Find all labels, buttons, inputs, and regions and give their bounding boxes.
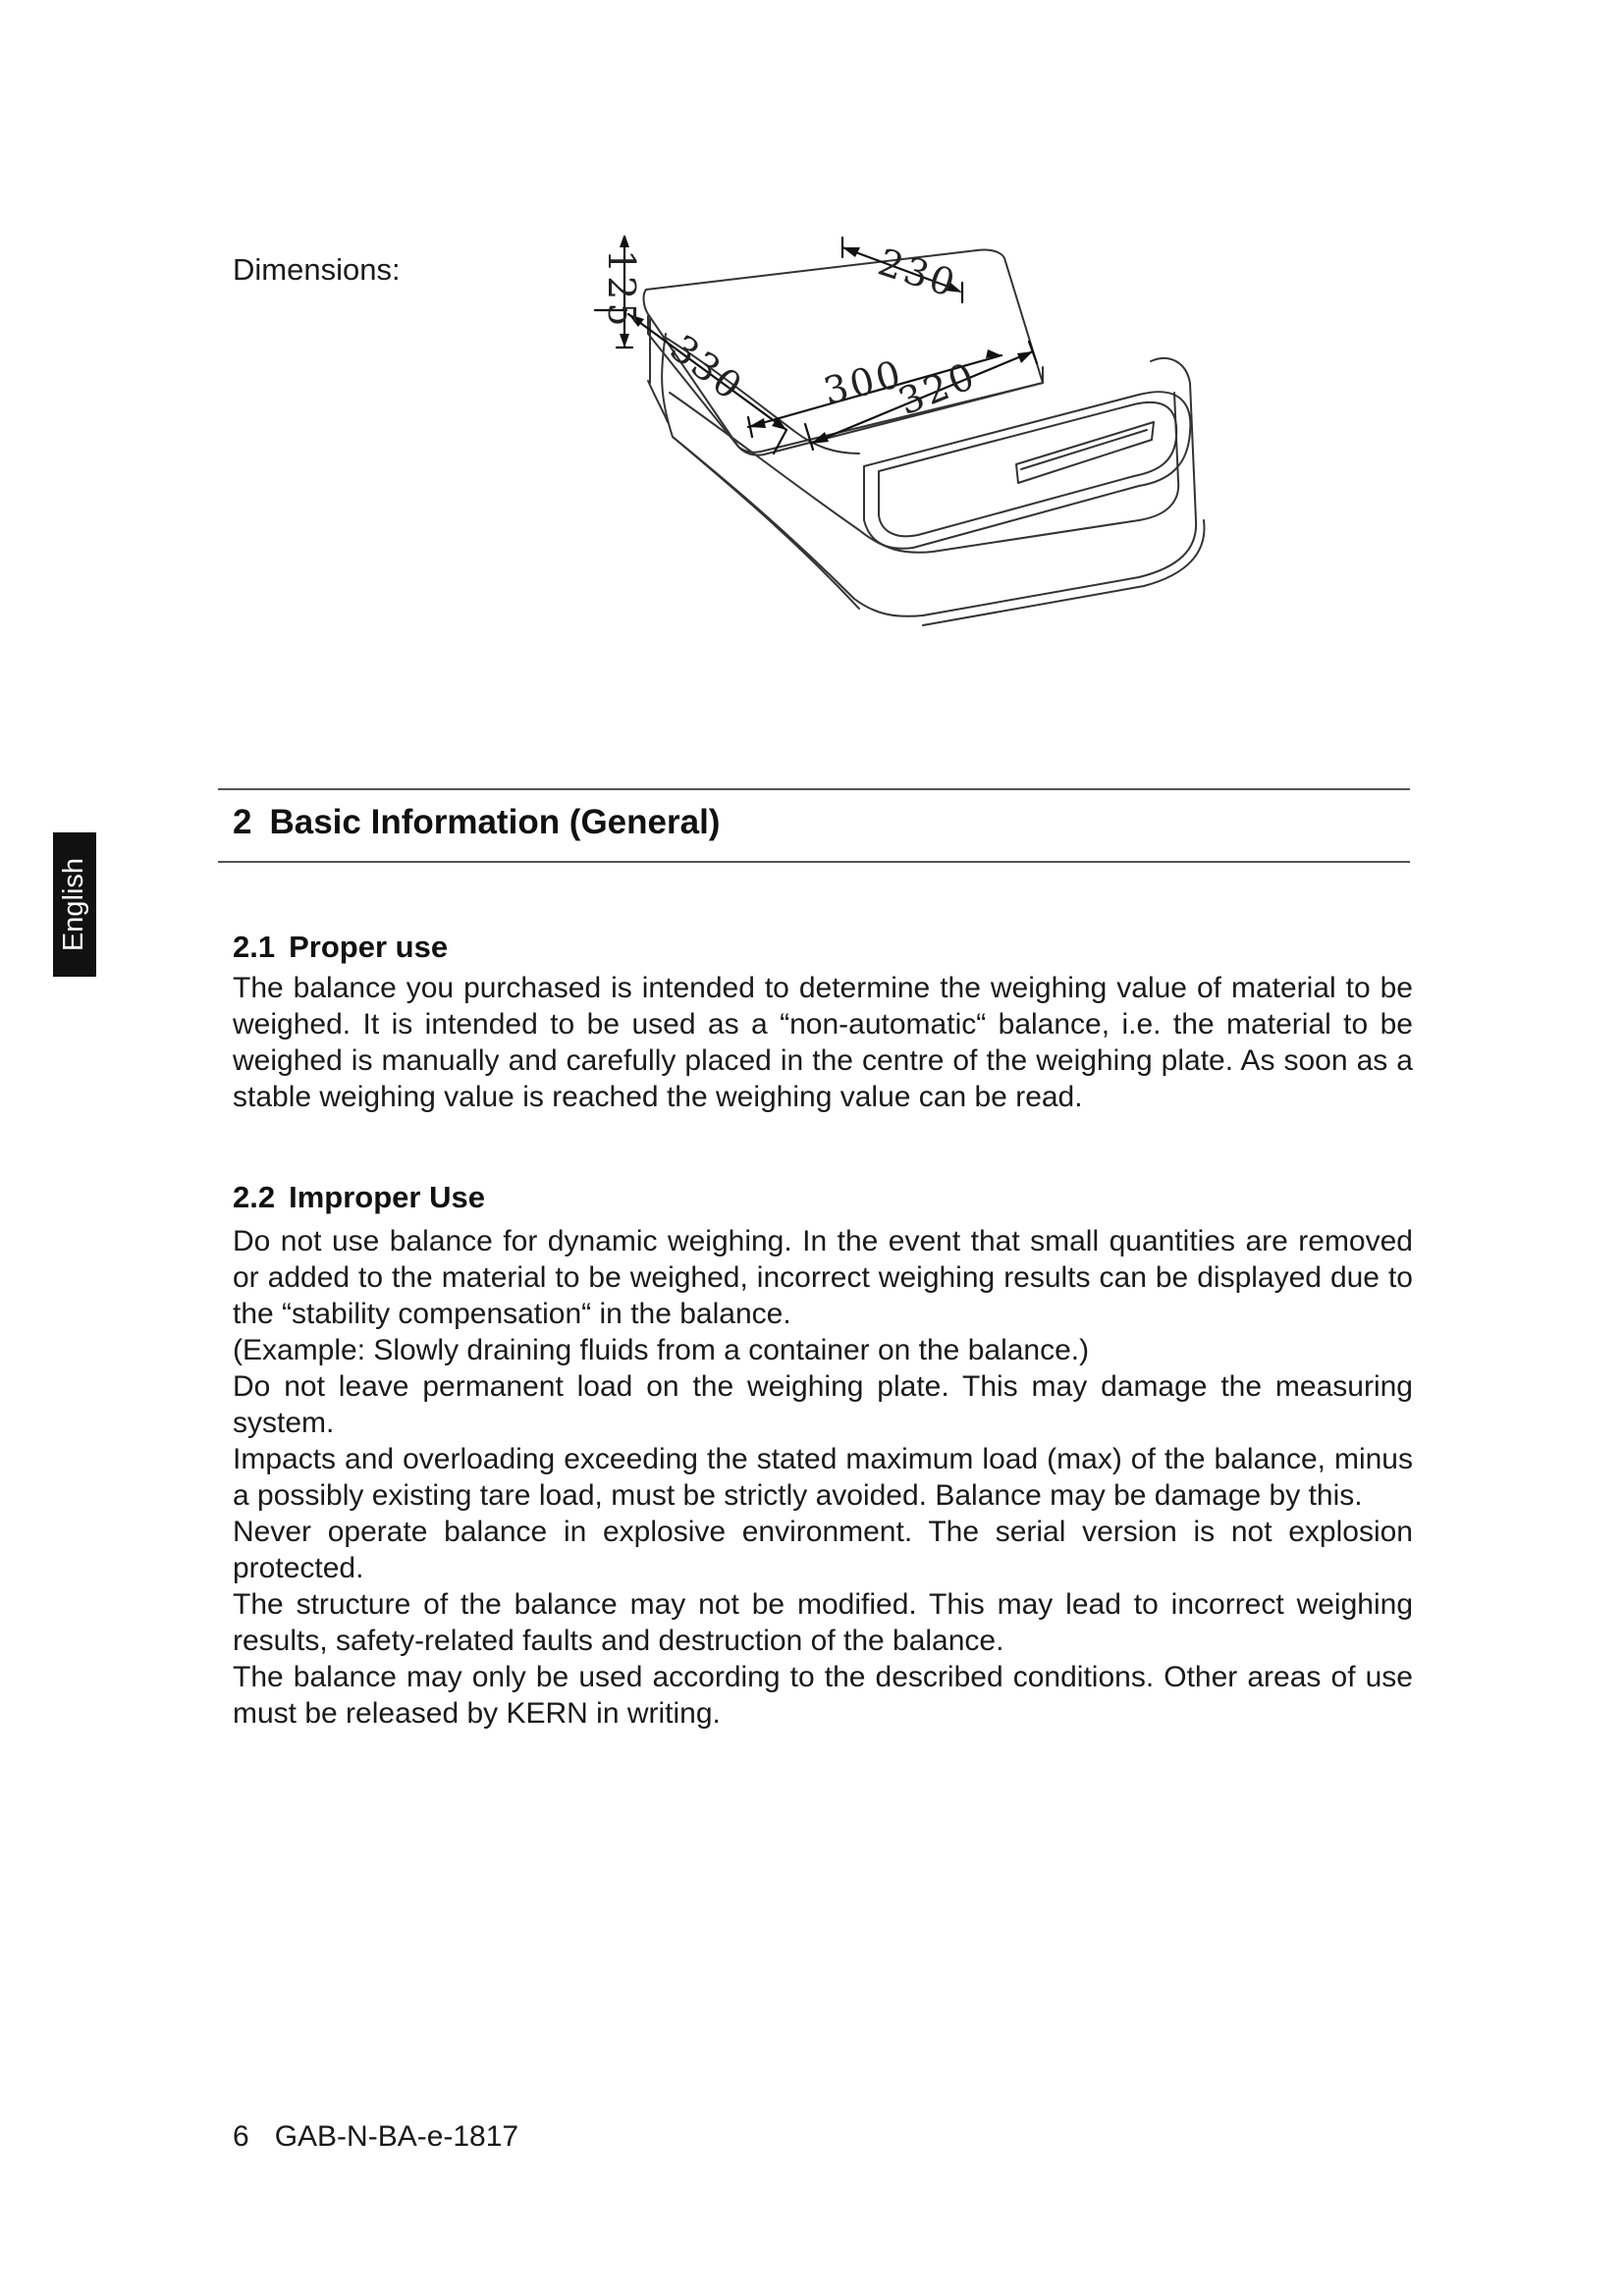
language-tab: [53, 832, 96, 977]
improper-use-body: [233, 1223, 1413, 1732]
paragraph: Impacts and overloading exceeding the stated maximum load (max) of the balance, minus a possibly existing tare load, must be strictly avoided. Balance may be damage by this.: [233, 1443, 1413, 1512]
subheading-number: 2.1: [233, 930, 276, 964]
paragraph: The structure of the balance may not be modified. This may lead to incorrect weighing results, safety-related faults and destruction of the balance.: [233, 1588, 1413, 1657]
section-rule-top: [218, 788, 1410, 790]
subheading-text: Improper Use: [289, 1180, 485, 1214]
section-rule-bottom: [218, 861, 1410, 863]
dimensions-label: Dimensions:: [233, 252, 401, 287]
proper-use-body: [233, 970, 1413, 1115]
paragraph: Do not leave permanent load on the weighing plate. This may damage the measuring system.: [233, 1370, 1413, 1439]
dim-125: 125: [600, 249, 643, 330]
display-window: [1016, 422, 1154, 483]
paragraph: Never operate balance in explosive environment. The serial version is not explosion protected.: [233, 1516, 1413, 1584]
subheading-text: Proper use: [289, 930, 449, 964]
language-tab-label: English: [58, 857, 90, 952]
paragraph: The balance may only be used according to the described conditions. Other areas of use must be released by KERN in writing.: [233, 1661, 1413, 1730]
section-title: [233, 803, 720, 842]
subheading-number: 2.2: [233, 1180, 276, 1214]
paragraph: Do not use balance for dynamic weighing. In the event that small quantities are removed or added to the material to be weighed, incorrect weighing results can be displayed due to the “stability compensation“ in the balance.: [233, 1225, 1413, 1330]
dim-330: 330: [662, 326, 752, 410]
page-number: 6: [233, 2120, 249, 2153]
housing-base: [673, 437, 1204, 625]
section-title-text: Basic Information (General): [269, 803, 721, 841]
page-footer: [233, 2120, 518, 2154]
subheading-improper-use: [233, 1180, 485, 1215]
subheading-proper-use: [233, 930, 448, 965]
section-number: 2: [233, 803, 252, 841]
paragraph: (Example: Slowly draining fluids from a container on the balance.): [233, 1334, 1090, 1366]
dim-230: 230: [873, 240, 963, 306]
paragraph: The balance you purchased is intended to determine the weighing value of material to be weighed. It is intended to be used as a “non-automatic“ balance, i.e. the material to be weighed is manually and carefully placed in the centre of the weighing plate. As soon as a stable weighing value is reached the weighing value can be read.: [233, 972, 1413, 1113]
dim-320: 320: [892, 353, 983, 424]
document-id: GAB-N-BA-e-1817: [274, 2120, 519, 2153]
balance-dimension-drawing: [589, 236, 1276, 687]
dim-300: 300: [819, 351, 908, 413]
